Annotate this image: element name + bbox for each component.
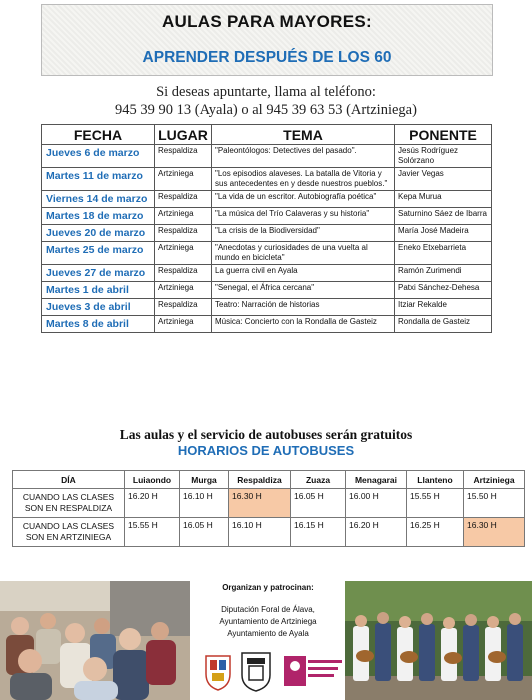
- ponente-cell: María José Madeira: [395, 225, 492, 242]
- ponente-cell: Patxi Sánchez-Dehesa: [395, 282, 492, 299]
- lugar-cell: Respaldiza: [155, 299, 212, 316]
- lugar-cell: Artziniega: [155, 316, 212, 333]
- tema-cell: "La vida de un escritor. Autobiografía poética": [212, 191, 395, 208]
- sponsors-list: [192, 604, 344, 640]
- bus-col-header-stop: Zuaza: [291, 471, 346, 489]
- tema-cell: Teatro: Narración de historias: [212, 299, 395, 316]
- sponsor-logos: [200, 650, 344, 692]
- fecha-cell: Martes 25 de marzo: [42, 242, 155, 265]
- contact-line-1: Si deseas apuntarte, llama al teléfono:: [156, 84, 376, 100]
- bus-time-cell: 16.30 H: [229, 489, 291, 518]
- fecha-cell: Jueves 6 de marzo: [42, 145, 155, 168]
- bus-time-cell: 16.00 H: [346, 489, 407, 518]
- ayala-coat-of-arms-icon: [206, 656, 230, 690]
- ponente-cell: Jesús Rodríguez Solórzano: [395, 145, 492, 168]
- page-title: AULAS PARA MAYORES:: [161, 12, 373, 31]
- classroom-photo: [0, 581, 190, 700]
- bus-col-header-dia: DÍA: [13, 471, 125, 489]
- bus-col-header-stop: Respaldiza: [229, 471, 291, 489]
- fecha-cell: Martes 11 de marzo: [42, 168, 155, 191]
- fecha-cell: Jueves 27 de marzo: [42, 265, 155, 282]
- ponente-cell: Ramón Zurimendi: [395, 265, 492, 282]
- ponente-cell: Saturnino Sáez de Ibarra: [395, 208, 492, 225]
- free-service-notice: Las aulas y el servicio de autobuses serán gratuitos: [119, 427, 413, 442]
- bus-header-row: [13, 471, 525, 489]
- table-row: [42, 265, 492, 282]
- col-header-fecha: FECHA: [42, 125, 155, 145]
- bus-time-cell: 16.20 H: [346, 518, 407, 547]
- bus-time-cell: 15.55 H: [125, 518, 180, 547]
- table-row: [42, 299, 492, 316]
- lugar-cell: Respaldiza: [155, 225, 212, 242]
- artziniega-coat-of-arms-icon: [242, 653, 270, 691]
- table-row: [42, 316, 492, 333]
- bus-time-cell: 16.15 H: [291, 518, 346, 547]
- sponsor-diputacion: Diputación Foral de Álava,: [221, 605, 315, 614]
- bus-col-header-stop: Menagarai: [346, 471, 407, 489]
- table-row: [42, 145, 492, 168]
- schedule-table: [41, 124, 492, 333]
- bus-time-cell: 15.55 H: [407, 489, 464, 518]
- lugar-cell: Respaldiza: [155, 265, 212, 282]
- bus-col-header-stop: Luiaondo: [125, 471, 180, 489]
- tema-cell: "Anecdotas y curiosidades de una vuelta al mundo en bicicleta": [212, 242, 395, 265]
- rondalla-photo: [345, 581, 532, 700]
- bus-time-cell: 16.10 H: [229, 518, 291, 547]
- lugar-cell: Artziniega: [155, 208, 212, 225]
- col-header-lugar: LUGAR: [155, 125, 212, 145]
- tema-cell: "Senegal, el África cercana": [212, 282, 395, 299]
- bus-schedule-table: [12, 470, 525, 547]
- table-row: [42, 282, 492, 299]
- bus-time-cell: 15.50 H: [464, 489, 525, 518]
- lugar-cell: Artziniega: [155, 168, 212, 191]
- schedule-header-row: [42, 125, 492, 145]
- fecha-cell: Martes 8 de abril: [42, 316, 155, 333]
- bus-time-cell: 16.30 H: [464, 518, 525, 547]
- contact-info: [0, 83, 532, 119]
- fecha-cell: Viernes 14 de marzo: [42, 191, 155, 208]
- ponente-cell: Javier Vegas: [395, 168, 492, 191]
- bus-schedule-heading: HORARIOS DE AUTOBUSES: [177, 443, 355, 458]
- ponente-cell: Eneko Etxebarrieta: [395, 242, 492, 265]
- bus-row: [13, 489, 525, 518]
- table-row: [42, 168, 492, 191]
- bus-time-cell: 16.25 H: [407, 518, 464, 547]
- sponsors-title: Organizan y patrocinan:: [222, 583, 314, 592]
- table-row: [42, 242, 492, 265]
- table-row: [42, 191, 492, 208]
- tema-cell: "Paleontólogos: Detectives del pasado".: [212, 145, 395, 168]
- col-header-ponente: PONENTE: [395, 125, 492, 145]
- lugar-cell: Respaldiza: [155, 191, 212, 208]
- lugar-cell: Artziniega: [155, 282, 212, 299]
- page-subtitle: APRENDER DESPUÉS DE LOS 60: [142, 49, 392, 66]
- fecha-cell: Martes 18 de marzo: [42, 208, 155, 225]
- bus-time-cell: 16.05 H: [180, 518, 229, 547]
- tema-cell: "Los episodios alaveses. La batalla de Vitoria y sus antecedentes en y desde nuestros pueblos.": [212, 168, 395, 191]
- tema-cell: La guerra civil en Ayala: [212, 265, 395, 282]
- tema-cell: Música: Concierto con la Rondalla de Gasteiz: [212, 316, 395, 333]
- ponente-cell: Rondalla de Gasteiz: [395, 316, 492, 333]
- table-row: [42, 208, 492, 225]
- bus-row: [13, 518, 525, 547]
- lugar-cell: Artziniega: [155, 242, 212, 265]
- sponsor-ayala: Ayuntamiento de Ayala: [227, 629, 309, 638]
- bus-col-header-stop: Llanteno: [407, 471, 464, 489]
- bus-time-cell: 16.10 H: [180, 489, 229, 518]
- ponente-cell: Itziar Rekalde: [395, 299, 492, 316]
- contact-line-2: 945 39 90 13 (Ayala) o al 945 39 63 53 (Artziniega): [115, 102, 417, 118]
- header-banner: [41, 4, 493, 76]
- diputacion-alava-logo-icon: [284, 656, 342, 686]
- fecha-cell: Jueves 20 de marzo: [42, 225, 155, 242]
- ponente-cell: Kepa Murua: [395, 191, 492, 208]
- bus-col-header-stop: Murga: [180, 471, 229, 489]
- fecha-cell: Martes 1 de abril: [42, 282, 155, 299]
- col-header-tema: TEMA: [212, 125, 395, 145]
- bus-day-cell: CUANDO LAS CLASES SON EN RESPALDIZA: [13, 489, 125, 518]
- bus-day-cell: CUANDO LAS CLASES SON EN ARTZINIEGA: [13, 518, 125, 547]
- fecha-cell: Jueves 3 de abril: [42, 299, 155, 316]
- lugar-cell: Respaldiza: [155, 145, 212, 168]
- table-row: [42, 225, 492, 242]
- bus-time-cell: 16.05 H: [291, 489, 346, 518]
- tema-cell: "La música del Trío Calaveras y su historia": [212, 208, 395, 225]
- sponsor-artziniega: Ayuntamiento de Artziniega: [219, 617, 317, 626]
- tema-cell: "La crisis de la Biodiversidad": [212, 225, 395, 242]
- bus-col-header-stop: Artziniega: [464, 471, 525, 489]
- bus-time-cell: 16.20 H: [125, 489, 180, 518]
